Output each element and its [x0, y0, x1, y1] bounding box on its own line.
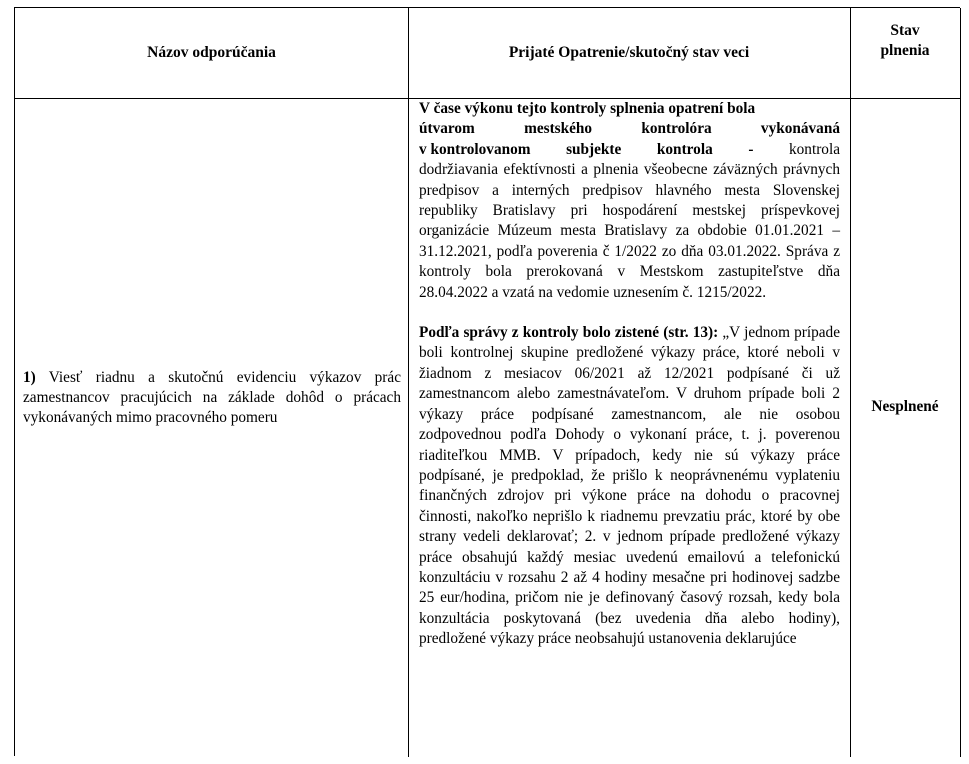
measure-p1-bold-line3 — [419, 140, 840, 160]
measure-cell — [408, 98, 851, 757]
header-status-line1: Stav — [890, 22, 920, 39]
measure-word: subjekte — [566, 140, 622, 158]
measure-p2-bold: Podľa správy z kontroly bolo zistené (str. 13): — [419, 324, 719, 342]
recommendation-text — [23, 368, 401, 428]
header-status-line2: plnenia — [880, 42, 930, 59]
header-measure-text: Prijaté Opatrenie/skutočný stav veci — [508, 44, 750, 61]
header-measure — [408, 8, 851, 99]
measure-word: mestského — [524, 120, 593, 138]
recommendation-number: 1) — [23, 369, 36, 386]
recommendation-cell — [15, 98, 409, 757]
recommendations-table — [14, 7, 960, 756]
header-recommendation-name-text: Názov odporúčania — [147, 44, 276, 61]
status-cell — [850, 98, 961, 757]
measure-word: kontrola — [656, 140, 713, 158]
measure-word: útvarom — [419, 120, 475, 138]
measure-word: - — [748, 140, 754, 158]
measure-word: vykonávaná — [760, 120, 840, 138]
recommendation-body: Viesť riadnu a skutočnú evidenciu výkazov prác zamestnancov pracujúcich na základe dohôd o prácach vykonávaných mimo pracovného pomeru — [23, 369, 401, 426]
measure-p2 — [419, 323, 840, 650]
measure-word: v kontrolovanom — [419, 140, 531, 158]
measure-word: kontrola — [789, 140, 840, 158]
measure-word: kontrolóra — [641, 120, 712, 138]
header-recommendation-name — [15, 8, 409, 99]
measure-p1-bold-line1: V čase výkonu tejto kontroly splnenia opatrení bola — [419, 100, 756, 117]
measure-p2-rest: „V jednom prípade boli kontrolnej skupine predložené výkazy práce, ktoré neboli v žiadnom z mesiacov 06/2021 až 12/2021 podpísané či už zamestnancom alebo zamestnávateľom. V druhom prípade boli 2 výkazy práce podpísané zamestnancom, ale nie osobou zodpovednou podľa Dohody o vykonaní práce, t. j. poverenou riaditeľkou MMB. V prípadoch, kedy nie sú výkazy práce podpísané, je predpoklad, že prišlo k neoprávnenému vyplateniu finančných zdrojov pri výkone práce na dohodu o pracovnej činnosti, nakoľko neprišlo k riadnemu prevzatiu prác, ktoré by obe strany vedeli deklarovať; 2. v jednom prípade predložené výkazy práce obsahujú každý mesiac uvedenú emailovú a telefonickú konzultáciu v rozsahu 2 až 4 hodiny mesačne pri hodinovej sadzbe 25 eur/hodina, pričom nie je definovaný časový rozsah, kedy bola konzultácia poskytovaná (bez uvedenia dňa alebo hodiny), predložené výkazy práce neobsahujú ustanovenia deklarujúce — [419, 324, 840, 648]
measure-p1-bold-line2 — [419, 119, 840, 139]
status-value: Nesplnené — [871, 398, 939, 415]
header-status-text — [880, 21, 929, 61]
measure-text — [419, 99, 840, 650]
header-status — [850, 8, 961, 99]
measure-p1-rest: dodržiavania efektívnosti a plnenia všeobecne záväzných právnych predpisov a interných predpisov hlavného mesta Slovenskej republiky Bratislavy pri hospodárení mestskej príspevkovej organizácie Múzeum mesta Bratislavy za obdobie 01.01.2021 – 31.12.2021, podľa poverenia č 1/2022 zo dňa 03.01.2022. Správa z kontroly bola prerokovaná v Mestskom zastupiteľstve dňa 28.04.2022 a vzatá na vedomie uznesením č. 1215/2022. — [419, 161, 840, 301]
